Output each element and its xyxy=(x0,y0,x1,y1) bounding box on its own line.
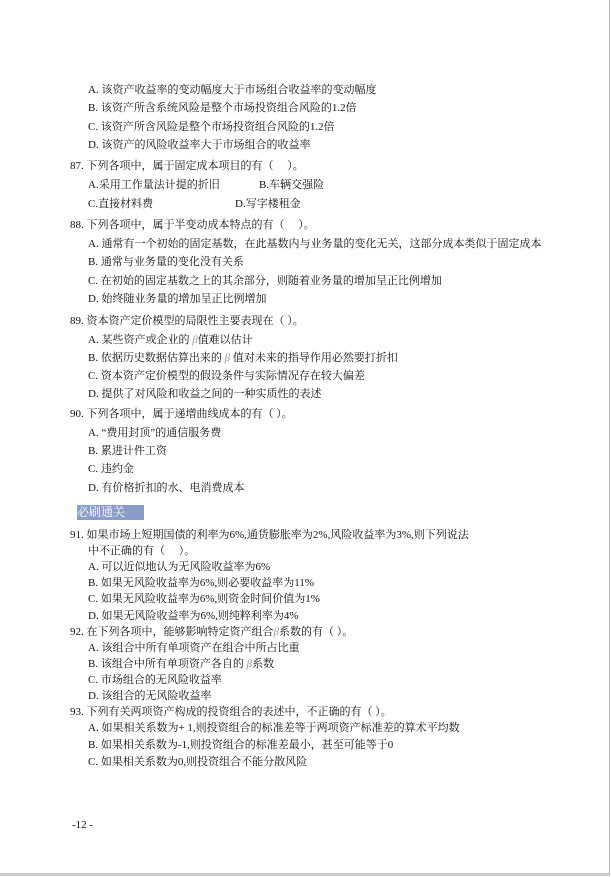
q92-option-d: D. 该组合的无风险收益率 xyxy=(88,690,212,702)
beta-symbol: β xyxy=(224,352,231,364)
q90-stem: 90. 下列各项中，属于递增曲线成本的有（ ）。 xyxy=(70,408,293,420)
q89-option-b xyxy=(88,352,398,365)
q87-option-a: A.采用工作量法计提的折旧 xyxy=(88,179,220,191)
q86-option-c: C. 该资产所含风险是整个市场投资组合风险的1.2倍 xyxy=(88,121,335,133)
q88-option-a: A. 通常有一个初始的固定基数，在此基数内与业务量的变化无关，这部分成本类似于固定成本 xyxy=(88,238,542,250)
text: 值对未来的指导作用必然要打折扣 xyxy=(232,352,398,364)
q86-option-a: A. 该资产收益率的变动幅度大于市场组合收益率的变动幅度 xyxy=(88,84,377,96)
q89-stem: 89. 资本资产定价模型的局限性主要表现在（ ）。 xyxy=(70,315,304,327)
q92-option-b xyxy=(88,658,274,671)
text: 系数的有（ ）。 xyxy=(278,626,354,638)
q93-option-c: C. 如果相关系数为0,则投资组合不能分散风险 xyxy=(88,756,308,768)
q93-option-a: A. 如果相关系数为+ 1,则投资组合的标准差等于两项资产标准差的算术平均数 xyxy=(88,722,460,734)
text: B. 依据历史数据估算出来的 xyxy=(88,352,222,364)
q86-option-b: B. 该资产所含系统风险是整个市场投资组合风险的1.2倍 xyxy=(88,102,357,114)
page-number: -12 - xyxy=(72,819,94,831)
q87-option-b: B.车辆交强险 xyxy=(259,179,325,191)
q88-stem: 88. 下列各项中，属于半变动成本特点的有（ ）。 xyxy=(70,219,315,231)
q92-option-a: A. 该组合中所有单项资产在组合中所占比重 xyxy=(88,642,300,654)
q91-stem: 91. 如果市场上短期国债的利率为6%,通货膨胀率为2%,风险收益率为3%,则下列说法 xyxy=(70,529,469,541)
q89-option-d: D. 提供了对风险和收益之间的一种实质性的表述 xyxy=(88,388,322,400)
text: B. 该组合中所有单项资产各自的 xyxy=(88,658,244,670)
q88-option-c: C. 在初始的固定基数之上的其余部分，则随着业务量的增加呈正比例增加 xyxy=(88,275,442,287)
text: 系数 xyxy=(252,658,275,670)
text: 值难以估计 xyxy=(197,334,253,346)
q92-stem xyxy=(70,626,353,639)
q90-option-b: B. 累进计件工资 xyxy=(88,445,167,457)
text: 92. 在下列各项中，能够影响特定资产组合 xyxy=(70,626,274,638)
beta-symbol: β xyxy=(192,334,198,346)
beta-symbol: β xyxy=(273,626,279,638)
q90-option-d: D. 有价格折扣的水、电消费成本 xyxy=(88,482,245,494)
q91-option-d: D. 如果无风险收益率为6%,则纯粹利率为4% xyxy=(88,610,299,622)
q91-stem-continued: 中不正确的有（ ）。 xyxy=(88,545,196,557)
q93-stem: 93. 下列有关两项资产构成的投资组合的表述中，不正确的有（ ）。 xyxy=(70,706,392,718)
section-heading-highlighted: 必刷通关 xyxy=(77,505,144,520)
q88-option-d: D. 始终随业务量的增加呈正比例增加 xyxy=(88,293,267,305)
q91-option-b: B. 如果无风险收益率为6%,则必要收益率为11% xyxy=(88,577,315,589)
q91-option-c: C. 如果无风险收益率为6%,则资金时间价值为1% xyxy=(88,593,320,605)
q89-option-a xyxy=(88,334,253,347)
q90-option-c: C. 违约金 xyxy=(88,463,134,475)
q88-option-b: B. 通常与业务量的变化没有关系 xyxy=(88,256,244,268)
q87-option-c: C.直接材料费 xyxy=(88,198,154,210)
q86-option-d: D. 该资产的风险收益率大于市场组合的收益率 xyxy=(88,139,311,151)
text: A. 某些资产或企业的 xyxy=(88,334,190,346)
q89-option-c: C. 资本资产定价模型的假设条件与实际情况存在较大偏差 xyxy=(88,370,365,382)
q91-option-a: A. 可以近似地认为无风险收益率为6% xyxy=(88,561,271,573)
q87-stem: 87. 下列各项中，属于固定成本项目的有（ ）。 xyxy=(70,160,304,172)
beta-symbol: β xyxy=(246,658,253,670)
q92-option-c: C. 市场组合的无风险收益率 xyxy=(88,674,222,686)
q90-option-a: A. “费用封顶”的通信服务费 xyxy=(88,427,222,439)
q93-option-b: B. 如果相关系数为-1,则投资组合的标准差最小，甚至可能等于0 xyxy=(88,739,394,751)
q87-option-d: D.写字楼租金 xyxy=(235,198,301,210)
